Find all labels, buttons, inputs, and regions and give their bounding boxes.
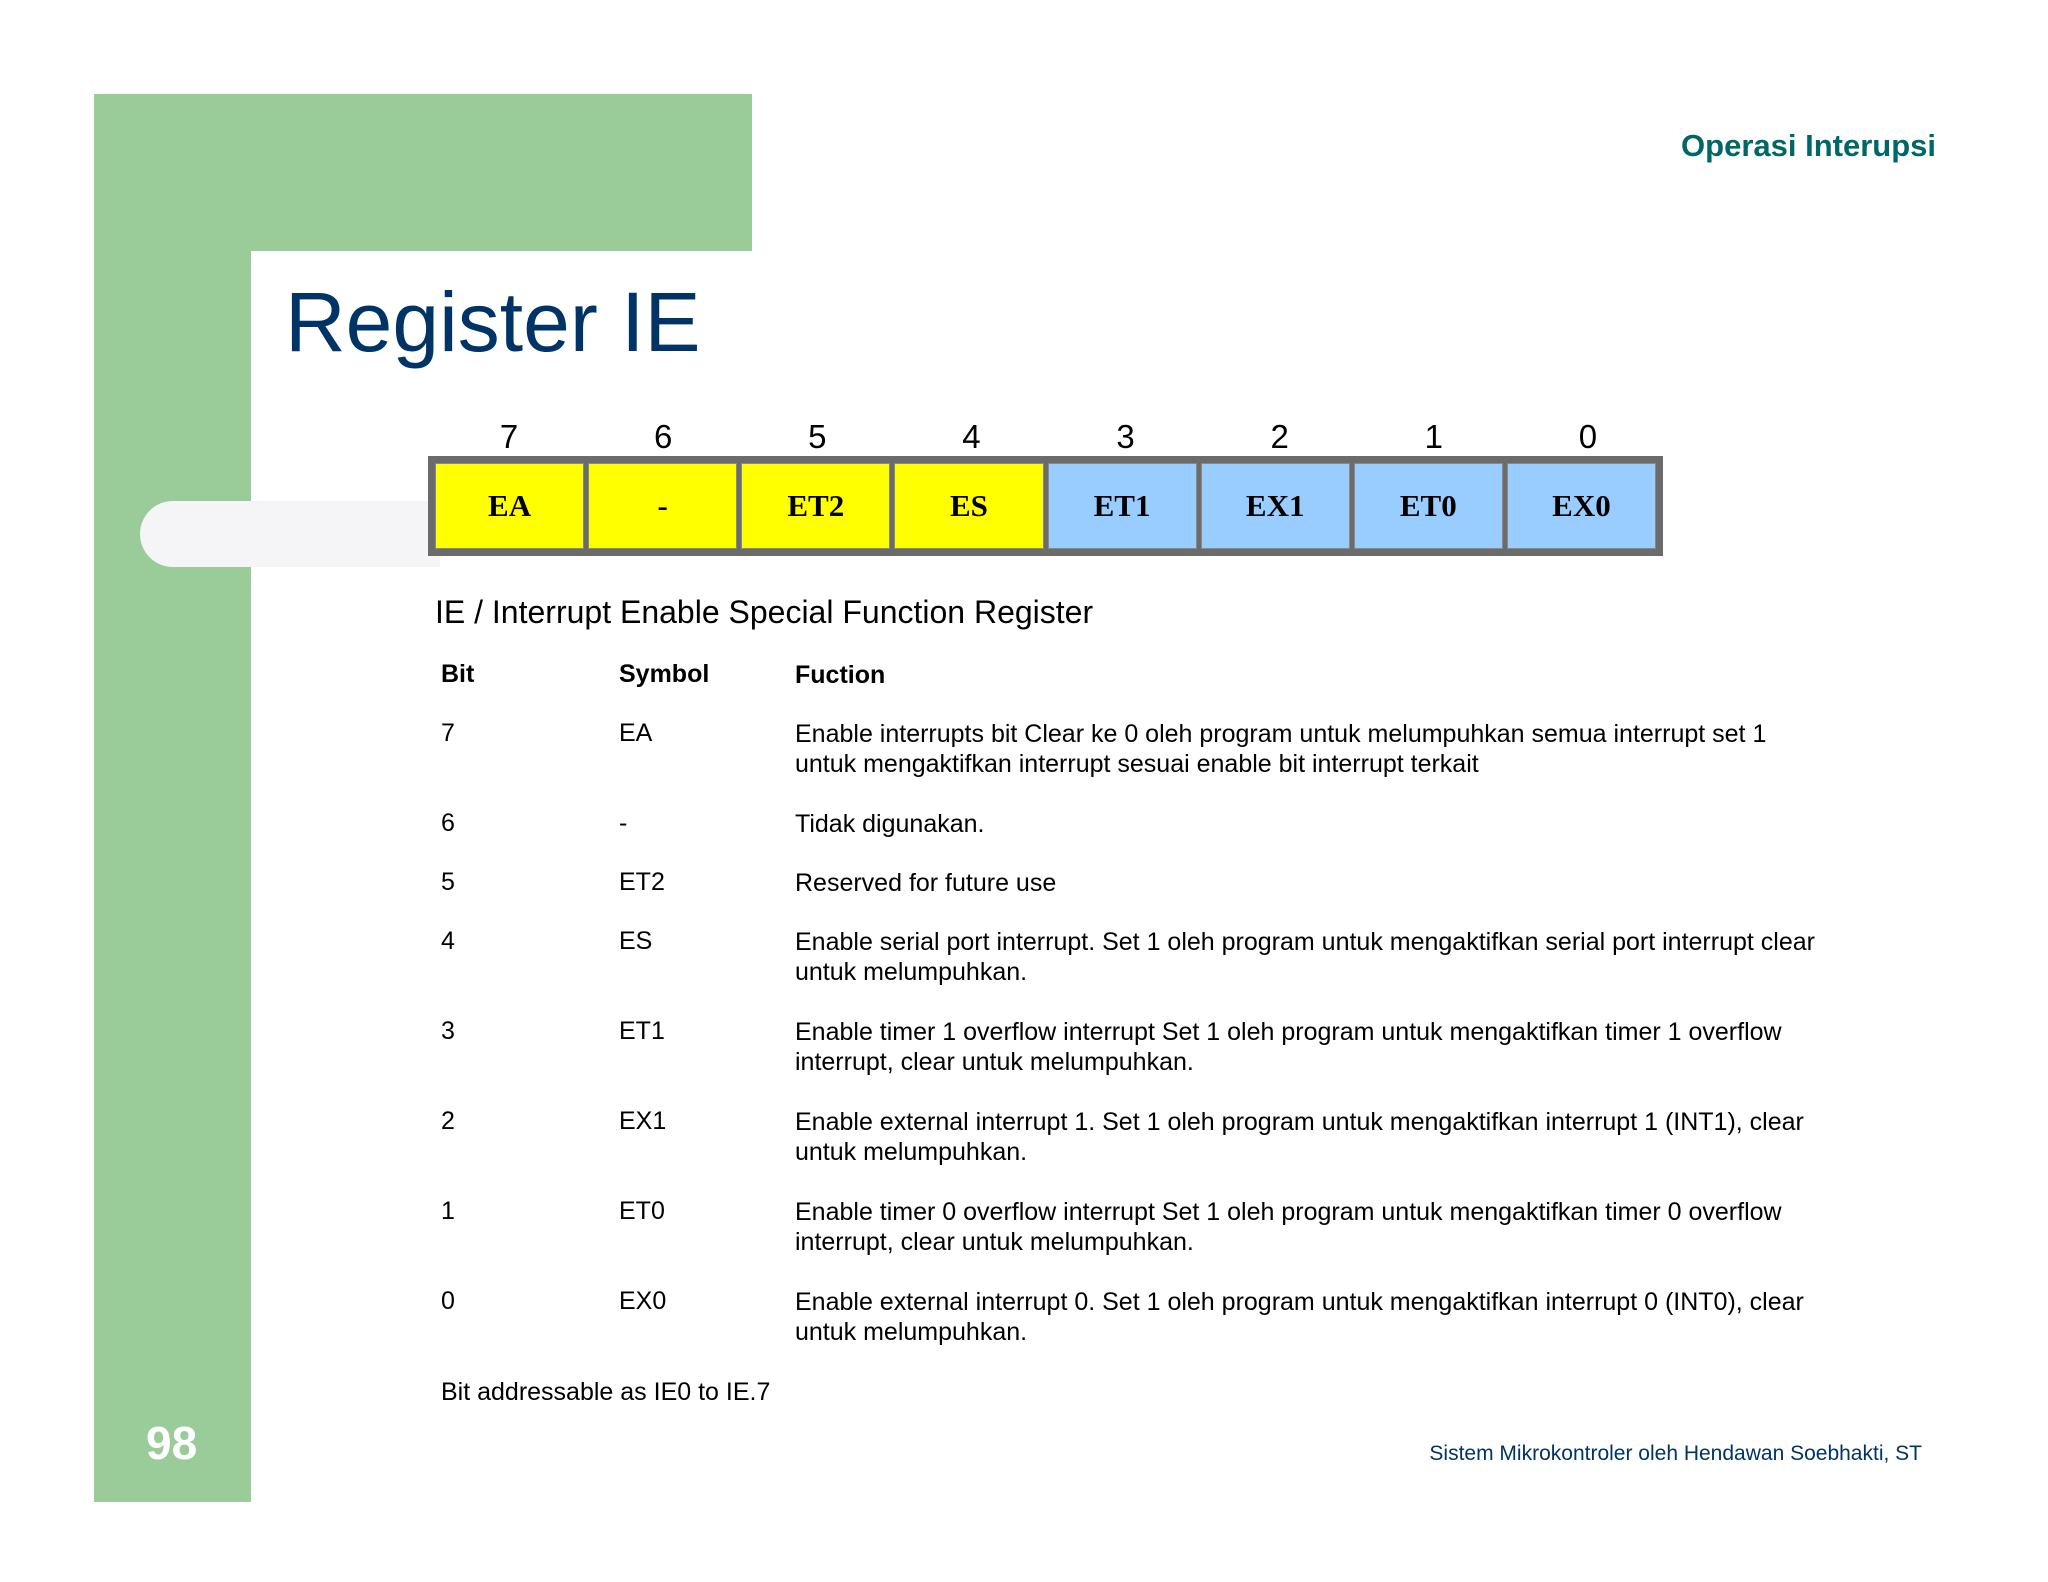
bit-number: 1	[1424, 418, 1443, 455]
register-cell-ex0: EX0	[1507, 463, 1656, 549]
register-cell-et2: ET2	[741, 463, 890, 549]
top-accent-block	[94, 94, 752, 251]
cell-function: Enable external interrupt 1. Set 1 oleh program untuk mengaktifkan interrupt 1 (INT1), clear untuk melumpuhkan.	[795, 1108, 1804, 1166]
register-diagram	[428, 456, 1663, 556]
cell-symbol: EX0	[619, 1287, 667, 1315]
cell-function: Tidak digunakan.	[795, 810, 985, 838]
bit-function-table	[441, 660, 1821, 1377]
table-row	[441, 1197, 1821, 1287]
register-description: IE / Interrupt Enable Special Function Register	[435, 594, 1094, 630]
bit-number: 3	[1116, 418, 1135, 455]
cell-symbol: -	[619, 809, 628, 837]
cell-bit: 6	[441, 809, 455, 837]
bit-number: 0	[1578, 418, 1598, 455]
footer-credit: Sistem Mikrokontroler oleh Hendawan Soebhakti, ST	[1429, 1442, 1922, 1465]
cell-symbol: ET0	[619, 1197, 665, 1225]
page-number: 98	[146, 1417, 198, 1469]
cell-symbol: ET2	[619, 868, 665, 896]
page-title: Register IE	[285, 275, 701, 369]
header-bit: Bit	[441, 660, 475, 688]
cell-symbol: EA	[619, 719, 653, 747]
cell-bit: 0	[441, 1287, 455, 1315]
cell-function: Enable external interrupt 0. Set 1 oleh program untuk mengaktifkan interrupt 0 (INT0), clear untuk melumpuhkan.	[795, 1288, 1804, 1346]
cell-function: Enable timer 0 overflow interrupt Set 1 oleh program untuk mengaktifkan timer 0 overflow interrupt, clear untuk melumpuhkan.	[795, 1198, 1782, 1256]
bit-number: 7	[499, 418, 519, 455]
table-header	[441, 660, 1821, 719]
cell-bit: 4	[441, 927, 455, 955]
register-cell-ex1: EX1	[1201, 463, 1350, 549]
cell-function: Reserved for future use	[795, 869, 1057, 897]
table-row	[441, 809, 1821, 868]
cell-bit: 3	[441, 1017, 455, 1045]
bit-number: 6	[654, 418, 673, 455]
table-row	[441, 719, 1821, 809]
table-row	[441, 1107, 1821, 1197]
cell-function: Enable serial port interrupt. Set 1 oleh program untuk mengaktifkan serial port interrupt clear untuk melumpuhkan.	[795, 928, 1815, 986]
register-cell-unused: -	[588, 463, 737, 549]
cell-bit: 7	[441, 719, 455, 747]
cell-bit: 1	[441, 1197, 455, 1225]
table-row	[441, 927, 1821, 1017]
cell-bit: 5	[441, 868, 455, 896]
register-cell-et1: ET1	[1048, 463, 1197, 549]
bit-number: 4	[962, 418, 981, 455]
cell-symbol: ES	[619, 927, 653, 955]
bit-number: 5	[808, 418, 827, 455]
cell-symbol: EX1	[619, 1107, 667, 1135]
left-accent-bar	[94, 94, 251, 1502]
table-row	[441, 1287, 1821, 1377]
section-header: Operasi Interupsi	[1681, 128, 1936, 163]
decorative-pill	[140, 501, 440, 567]
bit-number-row	[432, 418, 1665, 456]
cell-bit: 2	[441, 1107, 455, 1135]
bit-number: 2	[1270, 418, 1289, 455]
register-cell-et0: ET0	[1354, 463, 1503, 549]
cell-symbol: ET1	[619, 1017, 665, 1045]
header-symbol: Symbol	[619, 660, 710, 688]
cell-function: Enable interrupts bit Clear ke 0 oleh program untuk melumpuhkan semua interrupt set 1 untuk mengaktifkan interrupt sesuai enable bit interrupt terkait	[795, 720, 1767, 778]
table-row	[441, 868, 1821, 927]
register-cell-ea: EA	[435, 463, 584, 549]
cell-function: Enable timer 1 overflow interrupt Set 1 oleh program untuk mengaktifkan timer 1 overflow interrupt, clear untuk melumpuhkan.	[795, 1018, 1782, 1076]
bit-address-note: Bit addressable as IE0 to IE.7	[441, 1378, 771, 1406]
table-row	[441, 1017, 1821, 1107]
register-cell-es: ES	[894, 463, 1043, 549]
header-function: Fuction	[795, 661, 886, 689]
